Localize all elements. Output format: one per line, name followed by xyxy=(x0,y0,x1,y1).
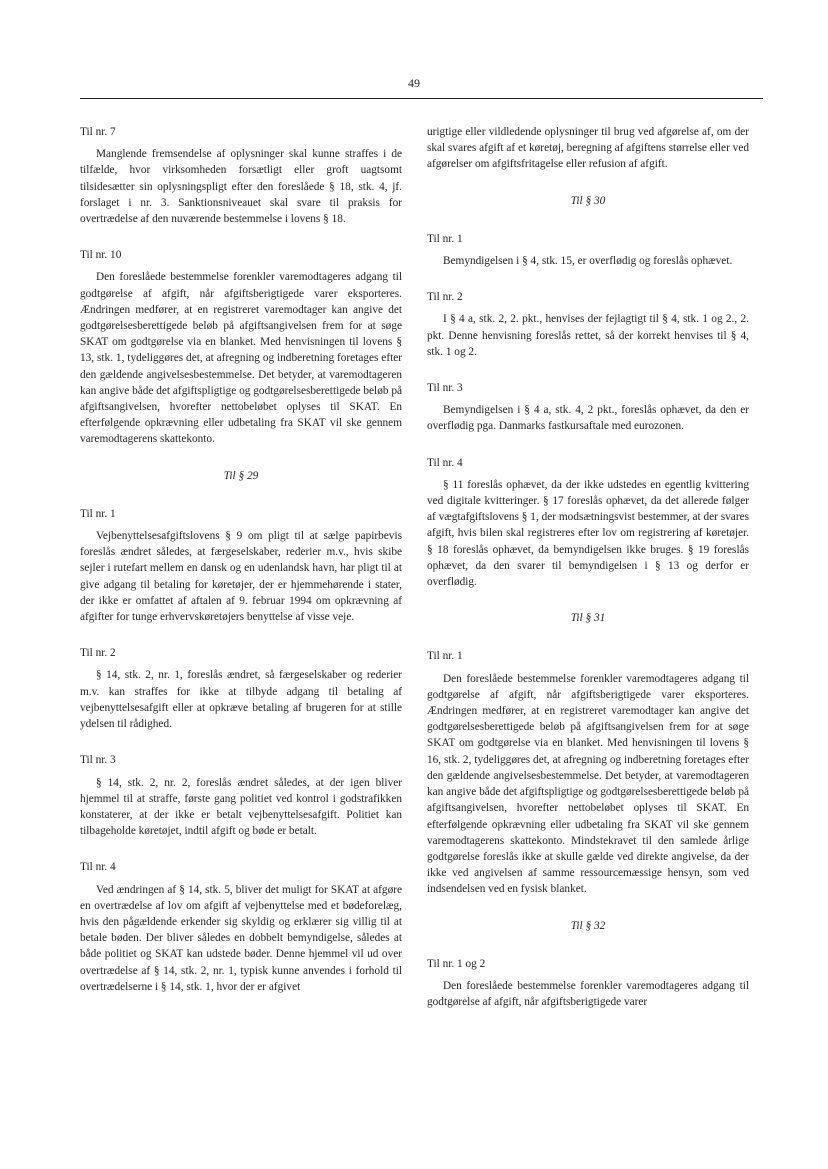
paragraph: Ved ændringen af § 14, stk. 5, bliver det muligt for SKAT at afgøre en overtrædelse af lov om afgift af vejbenyttelse med et bødeforelæg, hvis den pågældende erkender sig skyldig og erklærer sig villig til at betale bøden. Der bliver således en dobbelt bemyndigelse, således at både politiet og SKAT kan udstede bøder. Denne hjemmel vil ud over overtrædelse af § 14, stk. 2, nr. 1, typisk kunne anvendes i forhold til overtrædelserne i § 14, stk. 1, hvor der er afgivet xyxy=(80,883,402,993)
paragraph: Vejbenyttelsesafgiftslovens § 9 om pligt til at sælge papirbevis foreslås ændret således, at færgeselskaber, rederier m.v., hvis skibe sejler i rutefart mellem en dansk og en udenlandsk havn, har pligt til at give adgang til betaling for køretøjer, der er hjemmehørende i stater, der ikke er omfattet af aftalen af 9. februar 1994 om opkrævning af afgifter for tunge erhvervskøretøjers benyttelse af visse veje. xyxy=(80,530,402,624)
paragraph: Den foreslåede bestemmelse forenkler varemodtageres adgang til godtgørelse af afgift, når afgiftsberigtigede varer xyxy=(427,979,749,1009)
note-heading: Til nr. 1 xyxy=(80,507,116,520)
note-heading: Til nr. 1 xyxy=(427,232,463,245)
note-heading: Til nr. 3 xyxy=(80,754,116,767)
paragraph: Den foreslåede bestemmelse forenkler varemodtageres adgang til godtgørelse af afgift, når afgiftsberigtigede varer eksporteres. Ændringen medfører, at en registreret varemodtager kan angive det godtgørelsesberettigede beløb på afgiftsangivelsen frem for at søge SKAT om godtgørelse via en blanket. Med henvisningen til lovens § 13, stk. 1, tydeliggøres det, at afregning og indberetning foretages efter den gældende angivelsesbestemmelse. Det betyder, at varemodtageren kan angive både det afgiftspligtige og godtgørelsesberettigede beløb på afgiftsangivelsen, hvorefter nettobeløbet oplyses til SKAT. En efterfølgende opkrævning eller udbetaling fra SKAT vil ske gennem varemodtagerens skattekonto. xyxy=(80,271,402,446)
note-heading: Til nr. 1 xyxy=(427,650,463,663)
left-column xyxy=(80,124,402,995)
note-heading: Til nr. 3 xyxy=(427,382,463,395)
paragraph: Manglende fremsendelse af oplysninger skal kunne straffes i de tilfælde, hvor virksomheden forsætligt eller groft uagtsomt tilsidesætter sin oplysningspligt efter den foreslåede § 18, stk. 4, jf. forslaget i nr. 3. Sanktionsniveauet skal svare til praksis for overtrædelse af den nuværende bestemmelse i lovens § 18. xyxy=(80,148,402,226)
note-heading: Til nr. 2 xyxy=(80,647,116,660)
header-rule xyxy=(80,98,763,99)
paragraph: Bemyndigelsen i § 4 a, stk. 4, 2 pkt., foreslås ophævet, da den er overflødig pga. Danmarks fastkursaftale med eurozonen. xyxy=(427,404,749,433)
section-heading: Til § 30 xyxy=(570,194,606,207)
paragraph: Den foreslåede bestemmelse forenkler varemodtageres adgang til godtgørelse af afgift, når afgiftsberigtigede varer eksporteres. Ændringen medfører, at en registreret varemodtager kan angive det godtgørelsesberettigede beløb på afgiftsangivelsen frem for at søge SKAT om godtgørelse via en blanket. Med henvisningen til lovens § 16, stk. 2, tydeliggøres det, at afregning og indberetning foretages efter den gældende angivelsesbestemmelse. Det betyder, at varemodtageren kan angive både det afgiftspligtige og godtgørelsesberettigede beløb på afgiftsangivelsen, hvorefter nettobeløbet oplyses til SKAT. En efterfølgende opkrævning eller udbetaling fra SKAT vil ske gennem varemodtagerens skattekonto. Mindstekravet til den samlede årlige godtgørelse foreslås ikke at skulle gælde ved direkte angivelse, da der ikke ved angivelsen af samme ressourcemæssige hensyn, som ved indsendelsen ved en fysisk blanket. xyxy=(427,672,749,896)
paragraph-continued: urigtige eller vildledende oplysninger til brug ved afgørelse af, om der skal svares afgift af et køretøj, beregning af afgiftens størrelse eller ved afgørelser om afgiftsfritagelse eller refusion af afgift. xyxy=(427,126,749,171)
paragraph: Bemyndigelsen i § 4, stk. 15, er overflødig og foreslås ophævet. xyxy=(443,255,733,268)
section-heading: Til § 32 xyxy=(570,919,606,932)
section-heading: Til § 29 xyxy=(223,469,259,482)
paragraph: § 14, stk. 2, nr. 2, foreslås ændret således, at der igen bliver hjemmel til at straffe, første gang politiet ved kontrol i godstrafikken konstaterer, at der ikke er betalt vejbenyttelsesafgift. Politiet kan tilbageholde køretøjet, indtil afgift og bøde er betalt. xyxy=(80,776,402,838)
note-heading: Til nr. 4 xyxy=(427,456,463,469)
note-heading: Til nr. 2 xyxy=(427,291,463,304)
paragraph: I § 4 a, stk. 2, 2. pkt., henvises der fejlagtigt til § 4, stk. 1 og 2., 2. pkt. Denne henvisning foreslås rettet, så der korrekt henvises til § 4, stk. 1 og 2. xyxy=(427,313,749,358)
note-heading: Til nr. 4 xyxy=(80,861,116,874)
note-heading: Til nr. 7 xyxy=(80,126,116,138)
note-heading: Til nr. 10 xyxy=(80,249,122,262)
note-heading: Til nr. 1 og 2 xyxy=(427,957,486,970)
page-number: 49 xyxy=(408,76,420,90)
paragraph: § 11 foreslås ophævet, da der ikke udstedes en egentlig kvittering ved digitale kvitteringer. § 17 foreslås ophævet, da det allerede følger af vægtafgiftslovens § 1, der modsætningsvist bestemmer, at der svares afgift, hvis bilen skal registreres efter lov om registrering af køretøjer. § 18 foreslås ophævet, da bemyndigelsen ikke bruges. § 19 foreslås ophævet, da den svarer til bemyndigelsen i § 13 og derfor er overflødig. xyxy=(427,478,749,589)
paragraph: § 14, stk. 2, nr. 1, foreslås ændret, så færgeselskaber og rederier m.v. kan straffes for ikke at tilbyde adgang til betaling af vejbenyttelsesafgift eller at opkræve betaling af brugeren for at stille ydelsen til rådighed. xyxy=(80,669,402,731)
right-column xyxy=(427,124,749,1010)
section-heading: Til § 31 xyxy=(570,612,606,625)
